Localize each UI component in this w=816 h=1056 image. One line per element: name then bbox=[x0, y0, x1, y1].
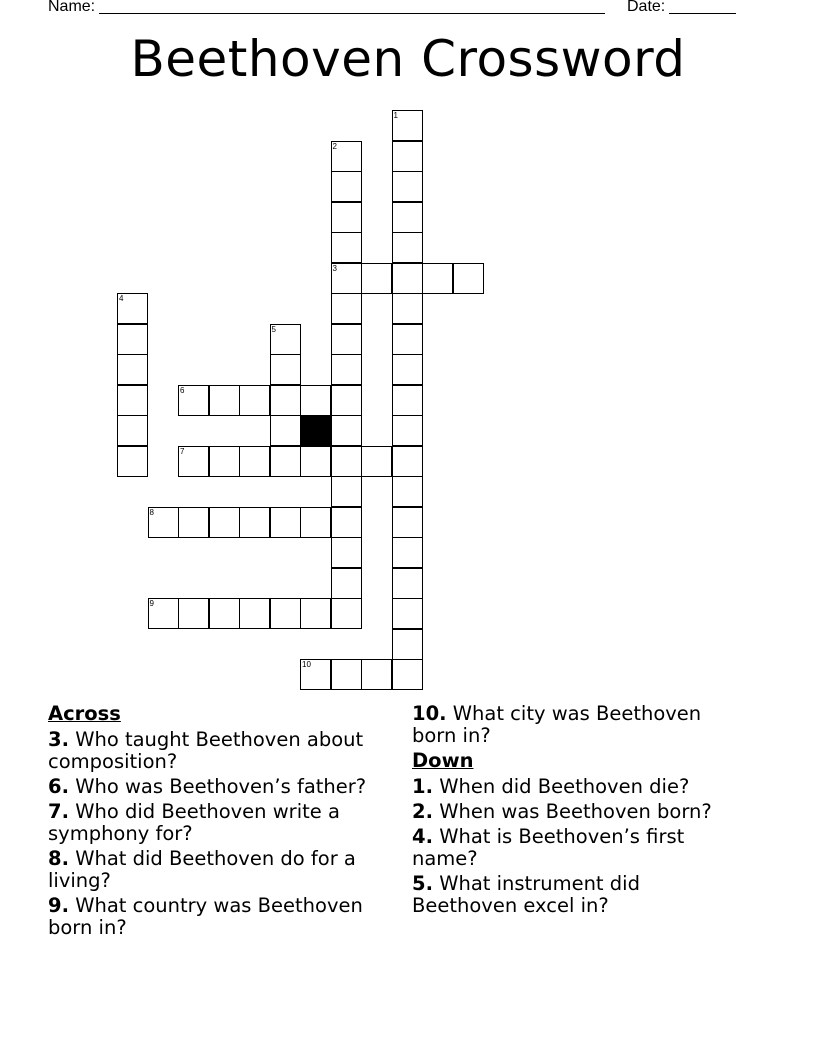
crossword-cell[interactable] bbox=[270, 415, 301, 446]
crossword-cell-9[interactable] bbox=[148, 598, 179, 629]
clue-text: What city was Beethoven born in? bbox=[412, 702, 702, 747]
clue-down-4 bbox=[412, 826, 742, 870]
crossword-cell[interactable] bbox=[392, 446, 423, 477]
clue-down-5 bbox=[412, 873, 742, 917]
crossword-cell[interactable] bbox=[239, 385, 270, 416]
clue-text: Who did Beethoven write a symphony for? bbox=[48, 800, 340, 845]
clue-number: 2. bbox=[412, 800, 433, 823]
crossword-cell[interactable] bbox=[117, 385, 148, 416]
clue-across-9 bbox=[48, 895, 388, 939]
crossword-cell[interactable] bbox=[239, 507, 270, 538]
crossword-cell[interactable] bbox=[392, 385, 423, 416]
clue-number-label: 3 bbox=[332, 263, 337, 273]
clues-column-left bbox=[48, 703, 388, 942]
clue-number-label: 1 bbox=[393, 111, 398, 120]
clue-number-label: 2 bbox=[332, 141, 337, 151]
clue-across-3 bbox=[48, 729, 388, 773]
crossword-cell[interactable] bbox=[270, 507, 301, 538]
crossword-cell[interactable] bbox=[117, 415, 148, 446]
clue-text: When was Beethoven born? bbox=[439, 800, 712, 823]
crossword-cell[interactable] bbox=[209, 598, 240, 629]
clue-number: 5. bbox=[412, 872, 433, 895]
name-label: Name: bbox=[48, 0, 96, 15]
crossword-cell[interactable] bbox=[300, 507, 331, 538]
page-title: Beethoven Crossword bbox=[130, 30, 686, 88]
crossword-cell[interactable] bbox=[178, 598, 209, 629]
clue-text: Who taught Beethoven about composition? bbox=[48, 728, 364, 773]
crossword-cell-1[interactable] bbox=[392, 110, 423, 141]
crossword-cell[interactable] bbox=[209, 446, 240, 477]
crossword-cell[interactable] bbox=[392, 568, 423, 599]
clue-text: Who was Beethoven’s father? bbox=[75, 775, 367, 798]
clue-number: 10. bbox=[412, 702, 447, 725]
crossword-cell[interactable] bbox=[392, 171, 423, 202]
crossword-cell[interactable] bbox=[331, 324, 362, 355]
crossword-cell[interactable] bbox=[117, 324, 148, 355]
clue-across-10 bbox=[412, 703, 742, 747]
clue-across-6 bbox=[48, 776, 388, 798]
crossword-cell[interactable] bbox=[392, 659, 423, 690]
crossword-cell[interactable] bbox=[331, 446, 362, 477]
crossword-cell[interactable] bbox=[270, 446, 301, 477]
crossword-cell[interactable] bbox=[422, 263, 453, 294]
clue-number: 3. bbox=[48, 728, 69, 751]
clues-column-right bbox=[412, 703, 742, 920]
crossword-cell[interactable] bbox=[300, 385, 331, 416]
crossword-cell-2[interactable] bbox=[331, 141, 362, 172]
crossword-cell[interactable] bbox=[331, 232, 362, 263]
clue-text: What country was Beethoven born in? bbox=[48, 894, 363, 939]
clue-number-label: 6 bbox=[180, 385, 185, 395]
crossword-cell-4[interactable] bbox=[117, 293, 148, 324]
crossword-cell[interactable] bbox=[331, 507, 362, 538]
crossword-cell[interactable] bbox=[117, 354, 148, 385]
crossword-cell[interactable] bbox=[392, 415, 423, 446]
clue-across-7 bbox=[48, 801, 388, 845]
crossword-cell[interactable] bbox=[239, 598, 270, 629]
crossword-cell[interactable] bbox=[331, 202, 362, 233]
clue-number-label: 7 bbox=[180, 446, 185, 456]
clue-text: What instrument did Beethoven excel in? bbox=[412, 872, 640, 917]
crossword-cell[interactable] bbox=[392, 476, 423, 507]
crossword-cell[interactable] bbox=[453, 263, 484, 294]
crossword-cell[interactable] bbox=[300, 598, 331, 629]
clue-down-1 bbox=[412, 776, 742, 798]
clue-number: 1. bbox=[412, 775, 433, 798]
crossword-cell[interactable] bbox=[239, 446, 270, 477]
clue-number: 4. bbox=[412, 825, 433, 848]
crossword-cell-5[interactable] bbox=[270, 324, 301, 355]
crossword-cell[interactable] bbox=[392, 293, 423, 324]
crossword-cell[interactable] bbox=[392, 598, 423, 629]
crossword-cell[interactable] bbox=[361, 659, 392, 690]
crossword-cell[interactable] bbox=[331, 598, 362, 629]
crossword-cell[interactable] bbox=[331, 415, 362, 446]
crossword-cell[interactable] bbox=[392, 507, 423, 538]
crossword-cell-6[interactable] bbox=[178, 385, 209, 416]
clue-number-label: 5 bbox=[271, 324, 276, 334]
clue-text: When did Beethoven die? bbox=[439, 775, 690, 798]
crossword-cell[interactable] bbox=[331, 537, 362, 568]
crossword-cell[interactable] bbox=[178, 507, 209, 538]
crossword-cell[interactable] bbox=[331, 354, 362, 385]
crossword-cell[interactable] bbox=[361, 446, 392, 477]
across-heading: Across bbox=[48, 702, 121, 725]
crossword-cell[interactable] bbox=[392, 232, 423, 263]
clue-number: 8. bbox=[48, 847, 69, 870]
crossword-cell-10[interactable] bbox=[300, 659, 331, 690]
crossword-cell-8[interactable] bbox=[148, 507, 179, 538]
crossword-cell[interactable] bbox=[331, 293, 362, 324]
clue-number: 6. bbox=[48, 775, 69, 798]
down-heading: Down bbox=[412, 749, 474, 772]
crossword-cell[interactable] bbox=[270, 354, 301, 385]
crossword-cell[interactable] bbox=[331, 568, 362, 599]
crossword-cell-3[interactable] bbox=[331, 263, 362, 294]
clue-text: What did Beethoven do for a living? bbox=[48, 847, 356, 892]
crossword-cell[interactable] bbox=[209, 507, 240, 538]
clue-number-label: 10 bbox=[302, 660, 311, 669]
clue-number-label: 9 bbox=[149, 599, 154, 608]
crossword-cell-7[interactable] bbox=[178, 446, 209, 477]
crossword-cell[interactable] bbox=[331, 385, 362, 416]
crossword-cell[interactable] bbox=[392, 629, 423, 660]
crossword-cell[interactable] bbox=[331, 659, 362, 690]
crossword-cell[interactable] bbox=[270, 385, 301, 416]
crossword-cell[interactable] bbox=[392, 354, 423, 385]
crossword-cell[interactable] bbox=[392, 537, 423, 568]
crossword-cell[interactable] bbox=[392, 324, 423, 355]
clue-text: What is Beethoven’s first name? bbox=[412, 825, 685, 870]
clue-across-8 bbox=[48, 848, 388, 892]
crossword-cell[interactable] bbox=[361, 263, 392, 294]
clue-number: 7. bbox=[48, 800, 69, 823]
crossword-cell[interactable] bbox=[392, 141, 423, 172]
clue-number-label: 4 bbox=[119, 294, 124, 303]
date-label: Date: bbox=[627, 0, 666, 15]
clue-number-label: 8 bbox=[149, 507, 154, 517]
crossword-cell[interactable] bbox=[270, 598, 301, 629]
crossword-cell[interactable] bbox=[209, 385, 240, 416]
clue-number: 9. bbox=[48, 894, 69, 917]
crossword-cell[interactable] bbox=[392, 263, 423, 294]
crossword-cell[interactable] bbox=[392, 202, 423, 233]
crossword-cell[interactable] bbox=[331, 476, 362, 507]
crossword-block bbox=[300, 415, 331, 446]
crossword-cell[interactable] bbox=[300, 446, 331, 477]
crossword-cell[interactable] bbox=[331, 171, 362, 202]
clue-down-2 bbox=[412, 801, 742, 823]
crossword-cell[interactable] bbox=[117, 446, 148, 477]
